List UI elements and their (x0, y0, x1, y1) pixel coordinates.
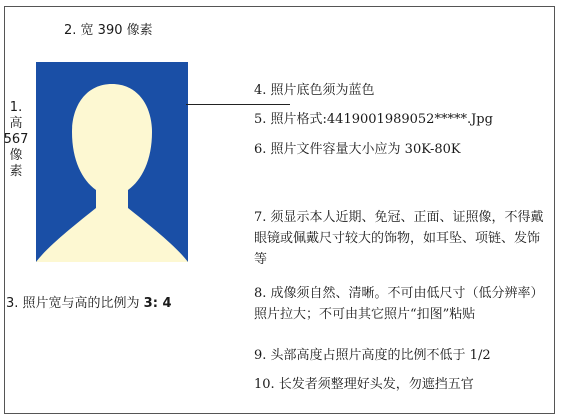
height-label: 1. 高 567 像 素 (3, 100, 29, 179)
rule-10: 10. 长发者须整理好头发，勿遮挡五官 (254, 377, 474, 392)
width-label: 2. 宽 390 像素 (64, 23, 153, 38)
rule-4: 4. 照片底色须为蓝色 (254, 83, 375, 98)
leader-line (186, 104, 290, 105)
rule-8: 8. 成像须自然、清晰。不可由低尺寸（低分辨率）照片拉大；不可由其它照片“扣图”粘贴 (254, 286, 544, 322)
ratio-label: 3. 照片宽与高的比例为 3: 4 (6, 296, 172, 311)
rule-5: 5. 照片格式:4419001989052*****.Jpg (254, 112, 493, 127)
rule-9: 9. 头部高度占照片高度的比例不低于 1/2 (254, 348, 491, 363)
rule-6: 6. 照片文件容量大小应为 30K-80K (254, 142, 461, 157)
sample-id-photo (36, 62, 188, 262)
rule-7: 7. 须显示本人近期、免冠、正面、证照像，不得戴眼镜或佩戴尺寸较大的饰物，如耳坠、项链、发饰等 (254, 210, 544, 267)
